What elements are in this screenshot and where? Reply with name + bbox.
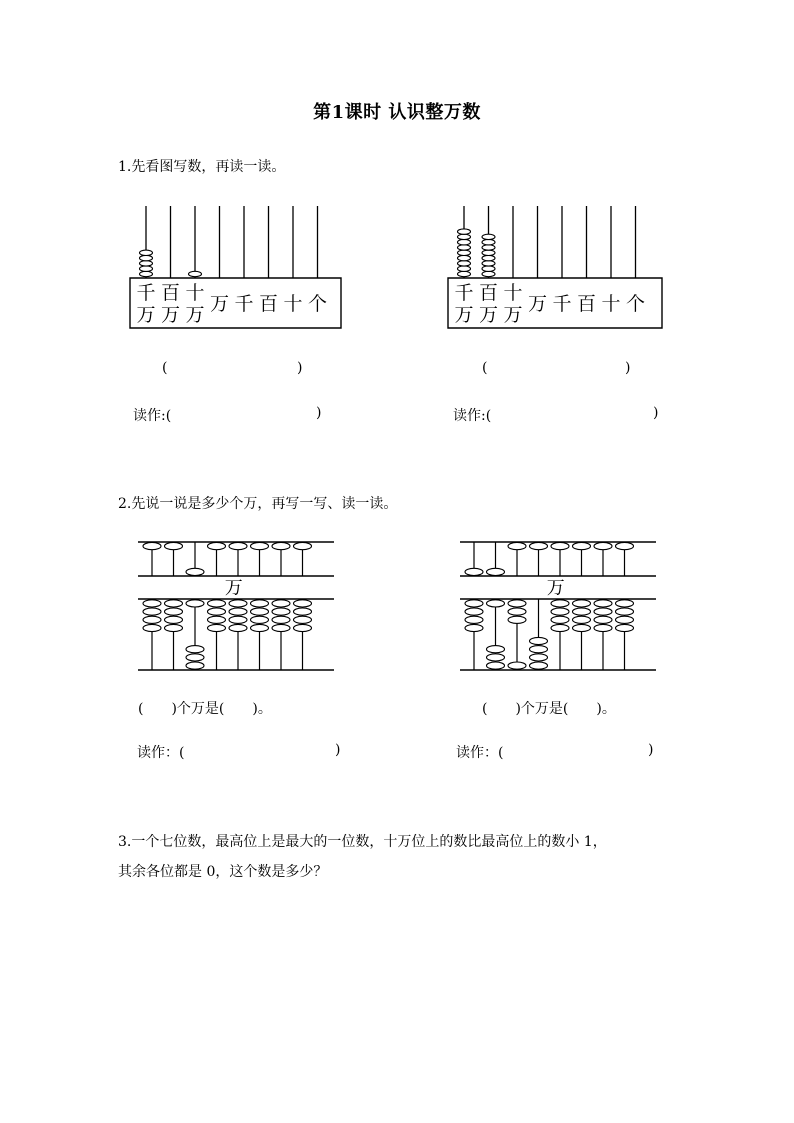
earth-bead <box>616 608 634 615</box>
earth-bead <box>294 600 312 607</box>
abacus-bead <box>482 271 495 276</box>
heaven-bead <box>573 543 591 550</box>
heaven-bead <box>508 543 526 550</box>
q2-read-close-2: ) <box>648 742 654 758</box>
heaven-bead <box>165 543 183 550</box>
earth-bead <box>508 662 526 669</box>
earth-bead <box>616 624 634 631</box>
q2-read-close-1: ) <box>335 742 341 758</box>
abacus-bead <box>482 261 495 266</box>
abacus-bead <box>482 245 495 250</box>
heaven-bead <box>551 543 569 550</box>
answer-blank-1[interactable] <box>175 360 295 380</box>
earth-bead <box>165 600 183 607</box>
earth-bead <box>487 654 505 661</box>
earth-bead <box>465 600 483 607</box>
earth-bead <box>165 624 183 631</box>
read-blank-2[interactable] <box>505 405 650 425</box>
earth-bead <box>573 600 591 607</box>
place-label: 千 <box>234 293 254 315</box>
q2-read-label-1: 读作：( <box>137 745 185 761</box>
place-label: 十 <box>283 293 303 315</box>
earth-bead <box>530 654 548 661</box>
read-label-1: 读作:( <box>133 408 172 424</box>
wan-label: 万 <box>546 578 565 599</box>
earth-bead <box>594 600 612 607</box>
heaven-bead <box>594 543 612 550</box>
place-label: 百 <box>258 293 279 315</box>
fill-line-1[interactable]: ( )个万是( )。 <box>138 701 272 717</box>
heaven-bead <box>186 568 204 575</box>
earth-bead <box>165 616 183 623</box>
question-3-line-2: 其余各位都是 0，这个数是多少？ <box>118 864 328 880</box>
earth-bead <box>573 616 591 623</box>
place-label: 千 <box>136 282 156 304</box>
place-label: 万 <box>478 304 499 326</box>
abacus-bead <box>140 255 153 260</box>
place-label: 万 <box>136 304 156 326</box>
earth-bead <box>551 616 569 623</box>
abacus-bead <box>458 250 471 255</box>
answer-blank-2[interactable] <box>495 360 623 380</box>
earth-bead <box>551 608 569 615</box>
abacus-bead <box>458 266 471 271</box>
earth-bead <box>487 646 505 653</box>
heaven-bead <box>272 543 290 550</box>
heaven-bead <box>465 568 483 575</box>
abacus-bead <box>482 250 495 255</box>
earth-bead <box>208 600 226 607</box>
place-label: 个 <box>625 293 646 315</box>
earth-bead <box>594 616 612 623</box>
read-blank-1[interactable] <box>185 405 313 425</box>
earth-bead <box>530 637 548 644</box>
abacus-bead <box>458 240 471 245</box>
heaven-bead <box>229 543 247 550</box>
earth-bead <box>530 646 548 653</box>
earth-bead <box>616 616 634 623</box>
earth-bead <box>594 608 612 615</box>
page-title: 第1课时 认识整万数 <box>313 102 481 123</box>
abacus-bead <box>458 234 471 239</box>
read-close-2: ) <box>653 405 659 421</box>
q2-read-blank-1[interactable] <box>195 742 330 762</box>
heaven-bead <box>616 543 634 550</box>
earth-bead <box>186 662 204 669</box>
earth-bead <box>573 608 591 615</box>
earth-bead <box>229 624 247 631</box>
earth-bead <box>165 608 183 615</box>
fill-line-2[interactable]: ( )个万是( )。 <box>482 701 616 717</box>
abacus-1 <box>128 200 343 332</box>
abacus-bead <box>458 229 471 234</box>
place-label: 百 <box>576 293 597 315</box>
abacus-bead <box>189 271 202 276</box>
earth-bead <box>229 600 247 607</box>
earth-bead <box>208 608 226 615</box>
earth-bead <box>294 624 312 631</box>
abacus-bead <box>140 266 153 271</box>
abacus-bead <box>140 261 153 266</box>
earth-bead <box>465 608 483 615</box>
earth-bead <box>487 662 505 669</box>
abacus-bead <box>458 255 471 260</box>
place-label: 个 <box>307 293 328 315</box>
place-label: 千 <box>454 282 474 304</box>
earth-bead <box>551 624 569 631</box>
place-label: 万 <box>503 304 523 326</box>
place-label: 万 <box>209 293 230 315</box>
earth-bead <box>208 616 226 623</box>
place-label: 百 <box>478 282 499 304</box>
earth-bead <box>186 654 204 661</box>
heaven-bead <box>208 543 226 550</box>
earth-bead <box>530 662 548 669</box>
place-label: 万 <box>185 304 205 326</box>
heaven-bead <box>251 543 269 550</box>
earth-bead <box>294 608 312 615</box>
abacus-bead <box>458 245 471 250</box>
earth-bead <box>272 624 290 631</box>
earth-bead <box>251 624 269 631</box>
earth-bead <box>272 616 290 623</box>
earth-bead <box>272 600 290 607</box>
earth-bead <box>208 624 226 631</box>
earth-bead <box>487 600 505 607</box>
earth-bead <box>294 616 312 623</box>
place-label: 百 <box>160 282 181 304</box>
soroban-1 <box>138 536 334 676</box>
earth-bead <box>143 616 161 623</box>
abacus-bead <box>140 250 153 255</box>
place-label: 万 <box>160 304 181 326</box>
heaven-bead <box>530 543 548 550</box>
earth-bead <box>508 600 526 607</box>
place-label: 千 <box>552 293 572 315</box>
earth-bead <box>465 616 483 623</box>
abacus-bead <box>458 261 471 266</box>
abacus-bead <box>458 271 471 276</box>
earth-bead <box>616 600 634 607</box>
answer-blank-open-1: ( <box>162 360 168 376</box>
place-label: 万 <box>454 304 474 326</box>
place-label: 十 <box>503 282 523 304</box>
q2-read-blank-2[interactable] <box>515 742 645 762</box>
read-close-1: ) <box>316 405 322 421</box>
question-2-prompt: 2.先说一说是多少个万，再写一写、读一读。 <box>118 496 398 512</box>
heaven-bead <box>294 543 312 550</box>
earth-bead <box>573 624 591 631</box>
earth-bead <box>465 624 483 631</box>
earth-bead <box>594 624 612 631</box>
question-1-prompt: 1.先看图写数，再读一读。 <box>118 159 286 175</box>
earth-bead <box>251 616 269 623</box>
q2-read-label-2: 读作：( <box>456 745 504 761</box>
answer-blank-close-2: ) <box>625 360 631 376</box>
earth-bead <box>251 600 269 607</box>
abacus-bead <box>482 240 495 245</box>
earth-bead <box>186 600 204 607</box>
question-3-line-1: 3.一个七位数，最高位上是最大的一位数，十万位上的数比最高位上的数小 1， <box>118 834 607 850</box>
soroban-2 <box>460 536 656 676</box>
abacus-bead <box>482 266 495 271</box>
earth-bead <box>186 646 204 653</box>
wan-label: 万 <box>224 578 243 599</box>
abacus-2 <box>446 200 664 332</box>
answer-blank-open-2: ( <box>482 360 488 376</box>
earth-bead <box>143 624 161 631</box>
earth-bead <box>229 608 247 615</box>
abacus-bead <box>482 255 495 260</box>
earth-bead <box>229 616 247 623</box>
heaven-bead <box>143 543 161 550</box>
place-label: 十 <box>601 293 621 315</box>
earth-bead <box>272 608 290 615</box>
earth-bead <box>143 608 161 615</box>
place-label: 万 <box>527 293 548 315</box>
earth-bead <box>508 608 526 615</box>
answer-blank-close-1: ) <box>297 360 303 376</box>
abacus-bead <box>482 234 495 239</box>
earth-bead <box>143 600 161 607</box>
read-label-2: 读作:( <box>453 408 492 424</box>
place-label: 十 <box>185 282 205 304</box>
heaven-bead <box>487 568 505 575</box>
earth-bead <box>251 608 269 615</box>
abacus-bead <box>140 271 153 276</box>
earth-bead <box>551 600 569 607</box>
earth-bead <box>508 616 526 623</box>
